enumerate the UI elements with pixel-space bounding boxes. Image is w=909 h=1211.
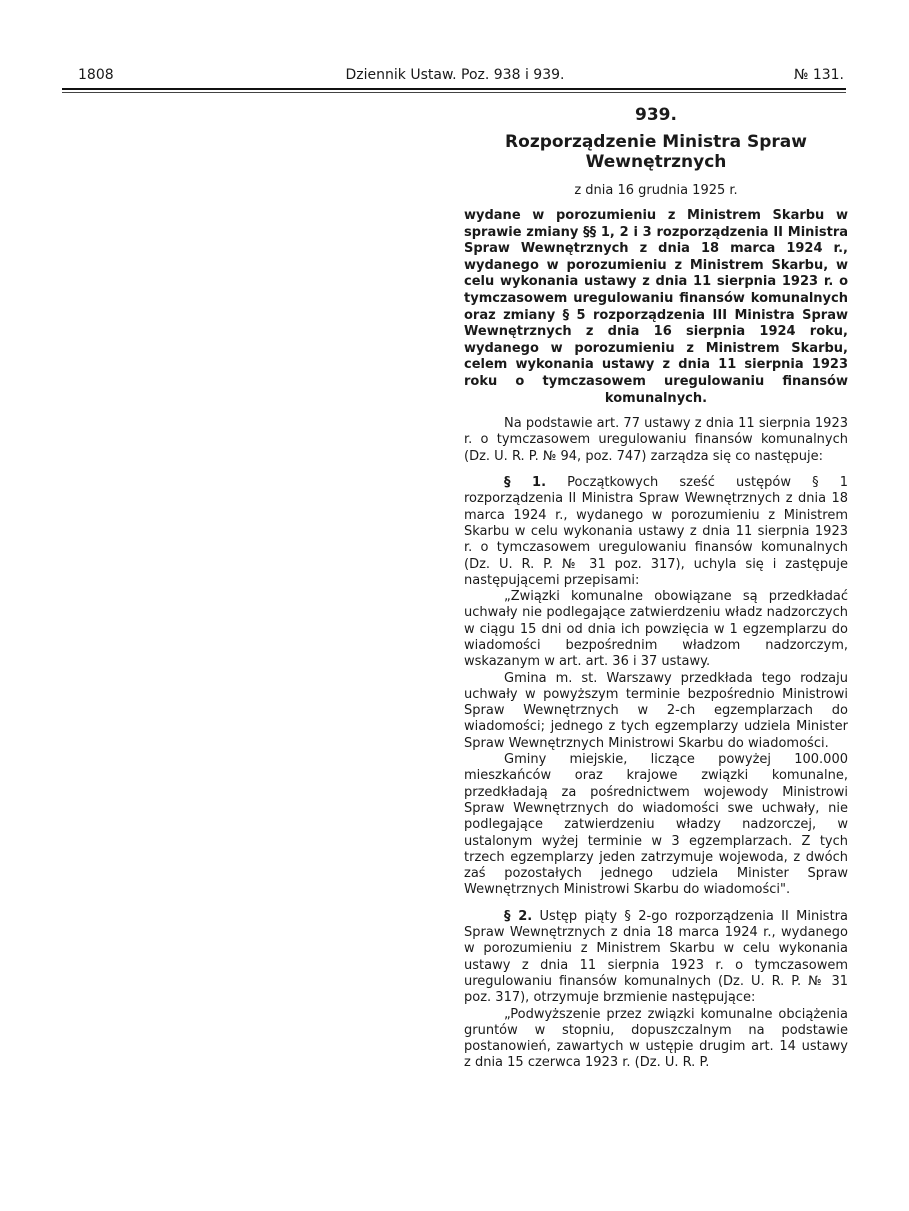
act-intro: wydane w porozumieniu z Ministrem Skarbu w sprawie zmiany §§ 1, 2 i 3 rozporządzenia II Ministra Spraw Wewnętrznych z dnia 18 marca 1924 r., wydanego w porozumieniu z Ministrem Skarbu, w celu wykonania ustawy z dnia 11 sierpnia 1923 r. o tymczasowem uregulowaniu finansów komunalnych oraz zmiany § 5 rozporządzenia III Ministra Spraw Wewnętrznych z dnia 16 sierpnia 1924 roku, wydanego w porozumieniu z Ministrem Skarbu, celem wykonania ustawy z dnia 11 sierpnia 1923 roku o tymczasowem uregulowaniu finansów komunalnych. — [464, 208, 848, 406]
section-1-text: Początkowych sześć ustępów § 1 rozporządzenia II Ministra Spraw Wewnętrznych z dnia 18 marca 1924 r., wydanego w porozumieniu z Ministrem Skarbu w celu wykonania ustawy z dnia 11 sierpnia 1923 r. o tymczasowem uregulowaniu finansów komunalnych (Dz. U. R. P. № 31 poz. 317), uchyla się i zastępuje następującemi przepisami: — [464, 475, 849, 588]
running-header — [64, 64, 846, 86]
section-1-quote-1: „Związki komunalne obowiązane są przedkładać uchwały nie podlegające zatwierdzeniu władz nadzorczych w ciągu 15 dni od dnia ich powzięcia w 1 egzemplarzu do wiadomości bezpośrednim władzom nadzorczym, wskazanym w art. art. 36 i 37 ustawy. — [464, 589, 848, 670]
act-title-line1: Rozporządzenie Ministra Spraw — [505, 132, 807, 152]
act-title-line2: Wewnętrznych — [585, 152, 727, 172]
issue-number: № 131. — [793, 67, 844, 83]
act-date: z dnia 16 grudnia 1925 r. — [574, 183, 738, 198]
act-column — [464, 104, 848, 1072]
position-number: 939. — [635, 105, 677, 125]
section-2-text: Ustęp piąty § 2-go rozporządzenia II Ministra Spraw Wewnętrznych z dnia 18 marca 1924 r., wydanego w porozumieniu z Ministrem Skarbu w celu wykonania ustawy z dnia 11 sierpnia 1923 r. o tymczasowem uregulowaniu finansów komunalnych (Dz. U. R. P. № 31 poz. 317), otrzymuje brzmienie następujące: — [464, 908, 848, 1006]
section-2 — [464, 909, 848, 1007]
section-2-label: § 2. — [504, 908, 533, 924]
section-1-quote-2: Gmina m. st. Warszawy przedkłada tego rodzaju uchwały w powyższym terminie bezpośrednio Ministrowi Spraw Wewnętrznych w 2-ch egzemplarzach do wiadomości; jednego z tych egzemplarzy udziela Minister Spraw Wewnętrznych Ministrowi Skarbu do wiadomości. — [464, 670, 848, 751]
section-1-label: § 1. — [504, 475, 547, 491]
act-title — [464, 132, 848, 172]
header-rule-thin — [62, 92, 846, 93]
preamble: Na podstawie art. 77 ustawy z dnia 11 sierpnia 1923 r. o tymczasowem uregulowaniu finansów komunalnych (Dz. U. R. P. № 94, poz. 747) zarządza się co następuje: — [464, 416, 848, 464]
section-2-quote-1: „Podwyższenie przez związki komunalne obciążenia gruntów w stopniu, dopuszczalnym na podstawie postanowień, zawartych w ustępie drugim art. 14 ustawy z dnia 15 czerwca 1923 r. (Dz. U. R. P. — [464, 1006, 848, 1071]
journal-title: Dziennik Ustaw. Poz. 938 i 939. — [345, 67, 565, 83]
header-rule — [62, 88, 846, 90]
section-1 — [464, 475, 848, 589]
page-number: 1808 — [78, 67, 114, 83]
section-1-quote-3: Gminy miejskie, liczące powyżej 100.000 mieszkańców oraz krajowe związki komunalne, przedkładają za pośrednictwem wojewody Ministrowi Spraw Wewnętrznych do wiadomości swe uchwały, nie podlegające zatwierdzeniu władzy nadzorczej, w ustalonym wyżej terminie w 3 egzemplarzach. Z tych trzech egzemplarzy jeden zatrzymuje wojewoda, z dwóch zaś pozostałych jednego udziela Minister Spraw Wewnętrznych Ministrowi Skarbu do wiadomości". — [464, 752, 848, 898]
